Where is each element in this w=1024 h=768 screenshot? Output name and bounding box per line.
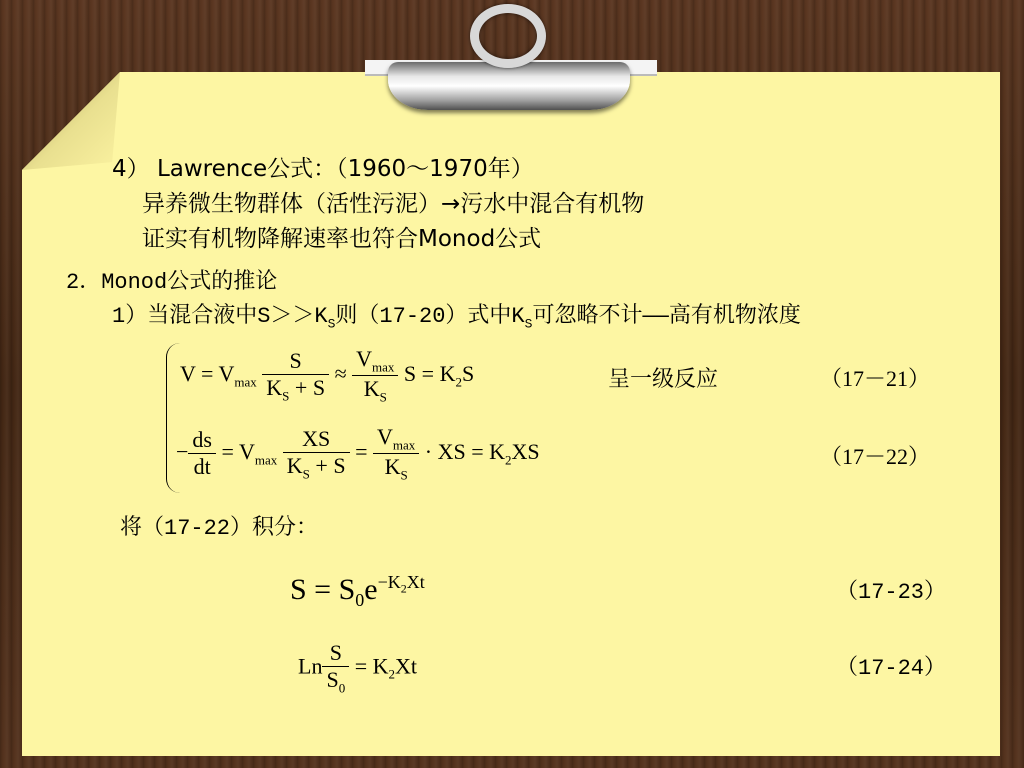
equation-17-21: $V = V_{max}$ $\frac{S}{K_S + S}$ ≈ $\frac{V_{max}}{K_S}$ $S = K_2S$: [180, 346, 475, 405]
item4-line2: 证实有机物降解速率也符合Monod公式: [142, 226, 542, 252]
section2-sub1: [112, 298, 801, 331]
integrate-text: 将（17-22）积分：: [120, 516, 319, 541]
section2-heading: 2．Monod公式的推论: [66, 270, 278, 295]
page-curl: [22, 72, 120, 170]
binder-clip: [388, 62, 630, 110]
fraction: $\frac{S}{S_0}$: [322, 640, 349, 696]
binder-clip-ring: [470, 4, 546, 68]
fraction: $\frac{ds}{dt}$: [188, 427, 216, 480]
equation-17-24: Ln $\frac{S}{S_0}$ = $K_2Xt$: [298, 640, 417, 696]
equation-17-23: $S = S_0e^{-K_2Xt}$: [290, 572, 425, 610]
item4-heading: 4） Lawrence公式：（1960～1970年）: [112, 156, 534, 182]
sub1-suffix: 可忽略不计——高有机物浓度: [532, 304, 801, 329]
eq21-label: 呈一级反应: [608, 367, 719, 392]
eq22-number: （17－22）: [820, 444, 931, 469]
equation-17-22: − $\frac{ds}{dt}$ = $V_{max}$ $\frac{XS}{K_S + S}$ = $\frac{V_{max}}{K_S}$ · XS = $K_2XS$: [176, 424, 540, 483]
sub1-sub2: S: [524, 316, 533, 332]
item4-line1: 异养微生物群体（活性污泥）→污水中混合有机物: [142, 191, 645, 217]
eq23-number: （17-23）: [836, 580, 947, 605]
fraction: $\frac{V_{max}}{K_S}$: [373, 424, 419, 484]
fraction: $\frac{V_{max}}{K_S}$: [352, 346, 398, 406]
fraction: $\frac{S}{K_S + S}$: [262, 348, 329, 404]
fraction: $\frac{XS}{K_S + S}$: [283, 426, 350, 482]
sub1-sub: S: [327, 316, 336, 332]
eq24-number: （17-24）: [836, 656, 947, 681]
eq21-number: （17－21）: [820, 366, 931, 391]
sub1-prefix: 1）当混合液中S＞＞K: [112, 304, 328, 329]
sub1-mid: 则（17-20）式中K: [335, 304, 525, 329]
